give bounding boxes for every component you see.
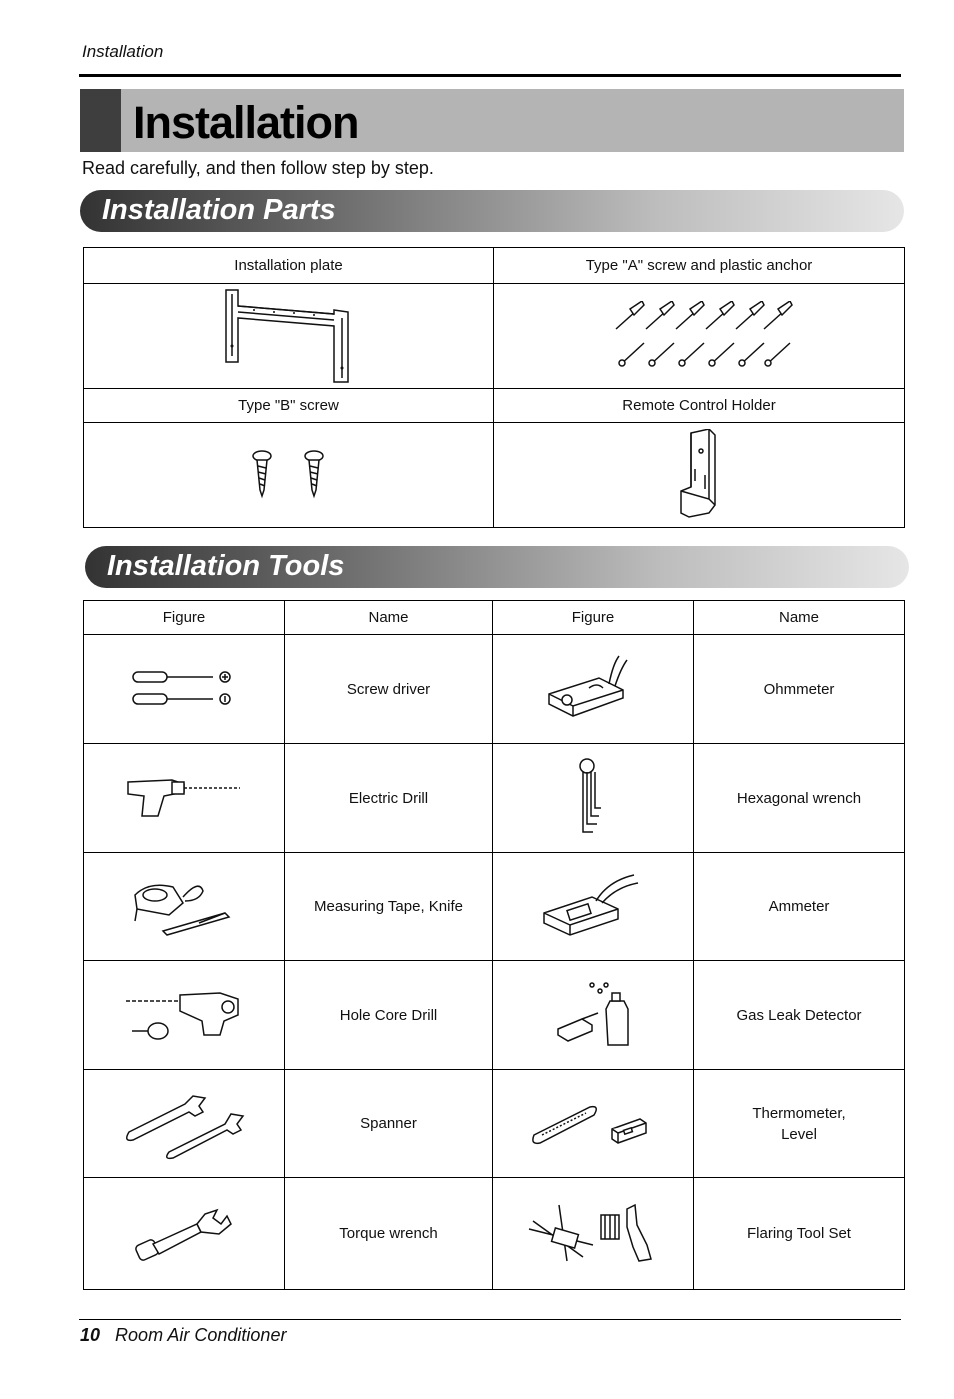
hex-wrench-icon	[573, 758, 613, 838]
tool-name-line1: Thermometer,	[752, 1104, 846, 1122]
thermometer-level-icon	[528, 1099, 658, 1149]
footer	[80, 1325, 286, 1346]
tool-name: Hexagonal wrench	[694, 744, 905, 853]
tool-name: Flaring Tool Set	[694, 1178, 905, 1290]
footer-rule	[79, 1319, 901, 1320]
flaring-tool-icon	[523, 1201, 663, 1267]
tool-name: Screw driver	[285, 635, 493, 744]
tape-knife-icon	[129, 877, 239, 937]
table-row	[84, 635, 905, 744]
part-label-installation-plate: Installation plate	[84, 248, 494, 284]
page-title: Installation	[133, 97, 359, 148]
tools-table	[83, 600, 905, 1290]
type-b-screw-icon	[244, 450, 334, 500]
product-name: Room Air Conditioner	[115, 1325, 287, 1345]
section-heading-tools-label: Installation Tools	[107, 550, 345, 582]
tool-name: Ohmmeter	[694, 635, 905, 744]
title-bar	[80, 89, 904, 152]
intro-text: Read carefully, and then follow step by step.	[82, 158, 434, 178]
table-row	[84, 961, 905, 1070]
part-label-type-b-screw: Type "B" screw	[84, 389, 494, 423]
title-tab	[80, 89, 121, 152]
part-label-screw-anchor: Type "A" screw and plastic anchor	[494, 248, 905, 284]
column-header-figure: Figure	[84, 601, 285, 635]
column-header-name: Name	[285, 601, 493, 635]
table-row	[84, 744, 905, 853]
table-row	[84, 1178, 905, 1290]
ammeter-icon	[538, 871, 648, 943]
tool-name: Electric Drill	[285, 744, 493, 853]
parts-table	[83, 247, 905, 528]
tool-name: Hole Core Drill	[285, 961, 493, 1070]
running-head: Installation	[82, 42, 164, 61]
tool-name: Spanner	[285, 1070, 493, 1178]
tool-name: Ammeter	[694, 853, 905, 961]
section-heading-parts	[80, 190, 904, 232]
page-number: 10	[80, 1325, 101, 1345]
ohmmeter-icon	[543, 654, 643, 724]
tool-name: Torque wrench	[285, 1178, 493, 1290]
header-rule	[79, 74, 901, 77]
remote-holder-icon	[669, 429, 729, 521]
table-row	[84, 1070, 905, 1178]
spanner-icon	[119, 1088, 249, 1160]
section-heading-tools	[85, 546, 909, 588]
column-header-name: Name	[694, 601, 905, 635]
installation-plate-icon	[214, 286, 364, 386]
part-label-remote-holder: Remote Control Holder	[494, 389, 905, 423]
tool-name: Gas Leak Detector	[694, 961, 905, 1070]
screwdriver-icon	[129, 664, 239, 714]
tool-name: Measuring Tape, Knife	[285, 853, 493, 961]
table-row	[84, 853, 905, 961]
gas-leak-detector-icon	[548, 979, 638, 1051]
torque-wrench-icon	[129, 1202, 239, 1266]
column-header-figure: Figure	[493, 601, 694, 635]
screw-anchor-icon	[604, 301, 794, 371]
electric-drill-icon	[124, 776, 244, 820]
core-drill-icon	[124, 987, 244, 1043]
tool-name	[694, 1070, 905, 1178]
section-heading-parts-label: Installation Parts	[102, 194, 336, 226]
tool-name-line2: Level	[781, 1125, 817, 1143]
